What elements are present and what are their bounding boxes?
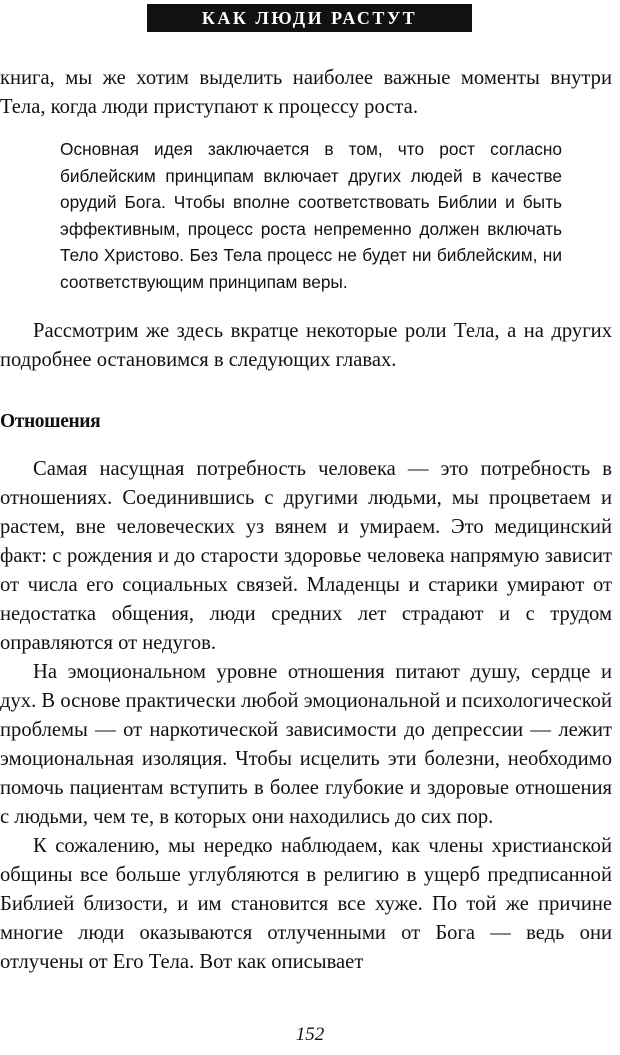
block-quote: Основная идея заключается в том, что рост согласно библейским принципам включает других людей в качестве орудий Бога. Чтобы вполне соответствовать Библии и быть эффективным, процесс роста непременно должен включать Тело Христово. Без Тела процесс не будет ни библейским, ни соответствующим принципам веры.	[60, 139, 562, 292]
page-body	[0, 64, 612, 977]
paragraph-continuation: книга, мы же хотим выделить наиболее важные моменты внутри Тела, когда люди приступают к процессу роста.	[0, 67, 612, 118]
paragraph-need: Самая насущная потребность человека — это потребность в отношениях. Соединившись с другими людьми, мы процветаем и растем, вне человеческих уз вянем и умираем. Это медицинский факт: с рождения и до старости здоровье человека напрямую зависит от числа его социальных связей. Младенцы и старики умирают от недостатка общения, люди средних лет страдают и с трудом оправляются от недугов.	[0, 458, 612, 654]
paragraph-regret: К сожалению, мы нередко наблюдаем, как члены христианской общины все больше углубляются в религию в ущерб предписанной Библией близости, и им становится все хуже. По той же причине многие люди оказываются отлученными от Бога — ведь они отлучены от Его Тела. Вот как описывает	[0, 835, 612, 973]
page-number: 152	[295, 1024, 325, 1045]
paragraph-roles: Рассмотрим же здесь вкратце некоторые роли Тела, а на других подробнее остановимся в следующих главах.	[0, 320, 612, 371]
paragraph-emotional: На эмоциональном уровне отношения питают душу, сердце и дух. В основе практически любой эмоциональной и психологической проблемы — от наркотической зависимости до депрессии — лежит эмоциональная изоляция. Чтобы исцелить эти болезни, необходимо помочь пациентам вступить в более глубокие и здоровые отношения с людьми, чем те, в которых они находились до сих пор.	[0, 661, 612, 828]
running-header: КАК ЛЮДИ РАСТУТ	[147, 4, 472, 32]
section-heading: Отношения	[0, 411, 101, 432]
